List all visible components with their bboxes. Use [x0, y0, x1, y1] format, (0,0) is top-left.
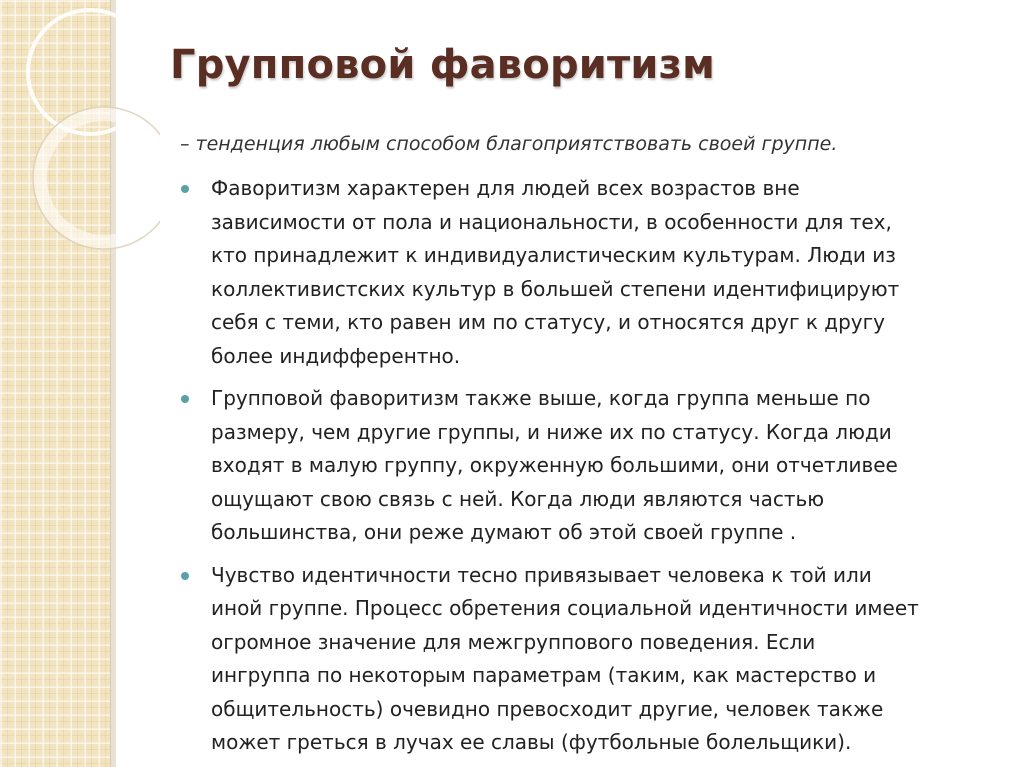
bullet-line: огромное значение для межгруппового поведения. Если: [211, 629, 816, 654]
bullet-line: Чувство идентичности тесно привязывает человека к той или: [211, 562, 872, 587]
bullet-line: ингруппа по некоторым параметрам (таким, как мастерство и: [211, 663, 877, 687]
bullet-text: [211, 559, 1000, 760]
bullet-line: большинства, они реже думают об этой своей группе .: [211, 520, 797, 544]
bullet-dot-icon: [181, 572, 189, 580]
bullet-line: размеру, чем другие группы, и ниже их по статусу. Когда люди: [211, 419, 892, 444]
bullet-item: [180, 382, 1000, 550]
bullet-line: зависимости от пола и национальности, в особенности для тех,: [211, 209, 892, 234]
bullet-line: входят в малую группу, окруженную большими, они отчетливее: [211, 453, 898, 477]
bullet-line: кто принадлежит к индивидуалистическим культурам. Люди из: [211, 243, 896, 267]
decorative-circles: [0, 0, 160, 260]
bullet-line: коллективистских культур в большей степени идентифицируют: [211, 276, 900, 301]
page-title: Групповой фаворитизм: [170, 42, 715, 88]
bullet-line: Групповой фаворитизм также выше, когда группа меньше по: [211, 386, 871, 410]
bullet-text: [211, 172, 1000, 373]
bullet-dot-icon: [181, 185, 189, 193]
bullet-dot-icon: [181, 395, 189, 403]
bullet-text: [211, 382, 1000, 550]
bullet-line: может греться в лучах ее славы (футбольные болельщики).: [211, 730, 852, 754]
bullet-line: ощущают свою связь с ней. Когда люди являются частью: [211, 486, 825, 511]
bullet-line: более индифферентно.: [211, 343, 461, 368]
bullet-line: Фаворитизм характерен для людей всех возрастов вне: [211, 176, 800, 200]
bullet-item: [180, 172, 1000, 373]
definition-text: – тенденция любым способом благоприятствовать своей группе.: [180, 133, 838, 155]
bullet-line: себя с теми, кто равен им по статусу, и относятся друг к другу: [211, 310, 885, 334]
bullet-line: общительность) очевидно превосходит другие, человек также: [211, 696, 884, 721]
bullet-list: [180, 172, 1000, 767]
bullet-line: иной группе. Процесс обретения социальной идентичности имеет: [211, 596, 919, 620]
bullet-item: [180, 559, 1000, 760]
